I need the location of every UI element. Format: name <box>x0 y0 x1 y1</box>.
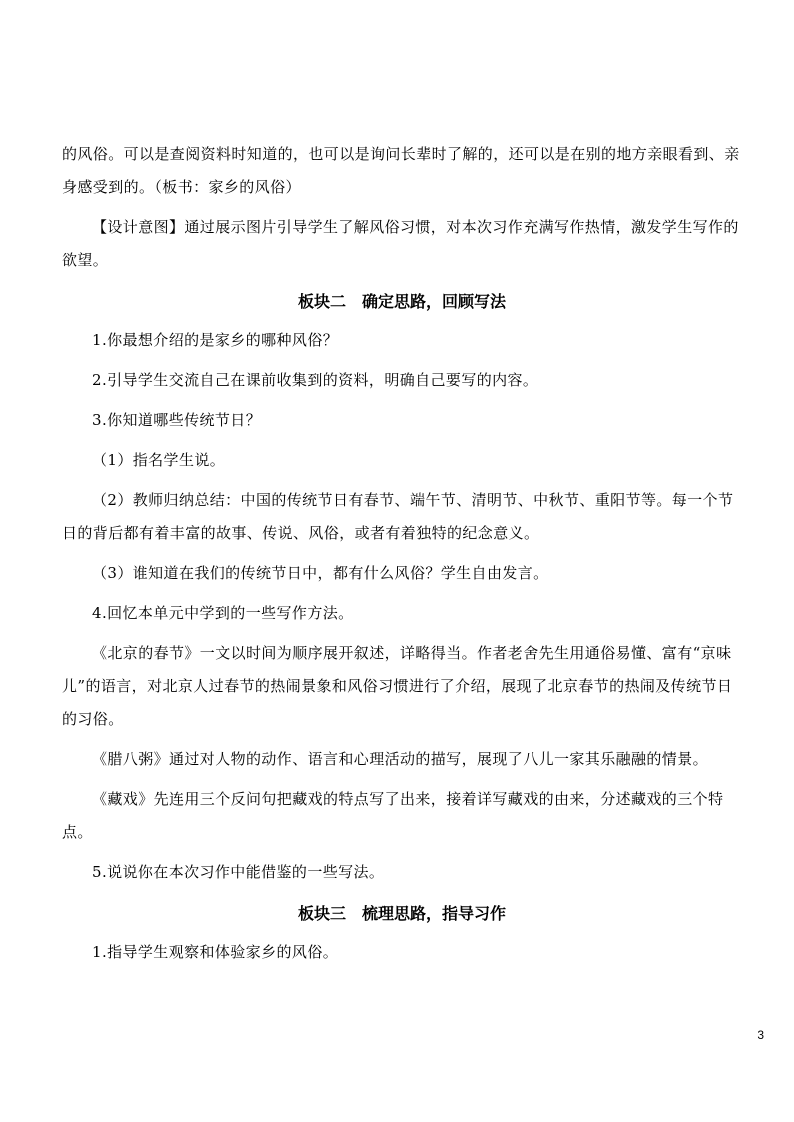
section2-item-3-3: （3）谁知道在我们的传统节日中，都有什么风俗？学生自由发言。 <box>92 564 549 582</box>
section2-tibetan-opera: 《藏戏》先连用三个反问句把藏戏的特点写了出来，接着详写藏戏的由来，分述藏戏的三个特点。 <box>62 790 724 841</box>
section2-item-1: 1.你最想介绍的是家乡的哪种风俗？ <box>92 331 339 349</box>
document-body <box>62 138 742 969</box>
section2-item-2: 2.引导学生交流自己在课前收集到的资料，明确自己要写的内容。 <box>92 371 539 389</box>
section3-item-1: 1.指导学生观察和体验家乡的风俗。 <box>92 943 339 961</box>
section2-heading: 板块二 确定思路，回顾写法 <box>297 292 506 311</box>
section3-heading: 板块三 梳理思路，指导习作 <box>297 904 506 923</box>
section2-beijing-spring-festival: 《北京的春节》一文以时间为顺序展开叙述，详略得当。作者老舍先生用通俗易懂、富有“京味儿”的语言，对北京人过春节的热闹景象和风俗习惯进行了介绍，展现了北京春节的热闹及传统节日的习俗。 <box>62 644 733 728</box>
section2-item-5: 5.说说你在本次习作中能借鉴的一些写法。 <box>92 863 385 881</box>
section2-laba-congee: 《腊八粥》通过对人物的动作、语言和心理活动的描写，展现了八儿一家其乐融融的情景。 <box>92 750 709 768</box>
section2-item-3: 3.你知道哪些传统节日？ <box>92 411 262 429</box>
section2-item-3-2: （2）教师归纳总结：中国的传统节日有春节、端午节、清明节、中秋节、重阳节等。每一个节日的背后都有着丰富的故事、传说、风俗，或者有着独特的纪念意义。 <box>62 491 734 542</box>
paragraph-design-intent: 【设计意图】通过展示图片引导学生了解风俗习惯，对本次习作充满写作热情，激发学生写作的欲望。 <box>62 218 739 269</box>
section2-item-4: 4.回忆本单元中学到的一些写作方法。 <box>92 604 354 622</box>
page-number: 3 <box>757 1028 764 1042</box>
section2-item-3-1: （1）指名学生说。 <box>92 451 226 469</box>
paragraph-intro: 的风俗。可以是查阅资料时知道的，也可以是询问长辈时了解的，还可以是在别的地方亲眼看到、亲身感受到的。（板书：家乡的风俗） <box>62 145 740 196</box>
